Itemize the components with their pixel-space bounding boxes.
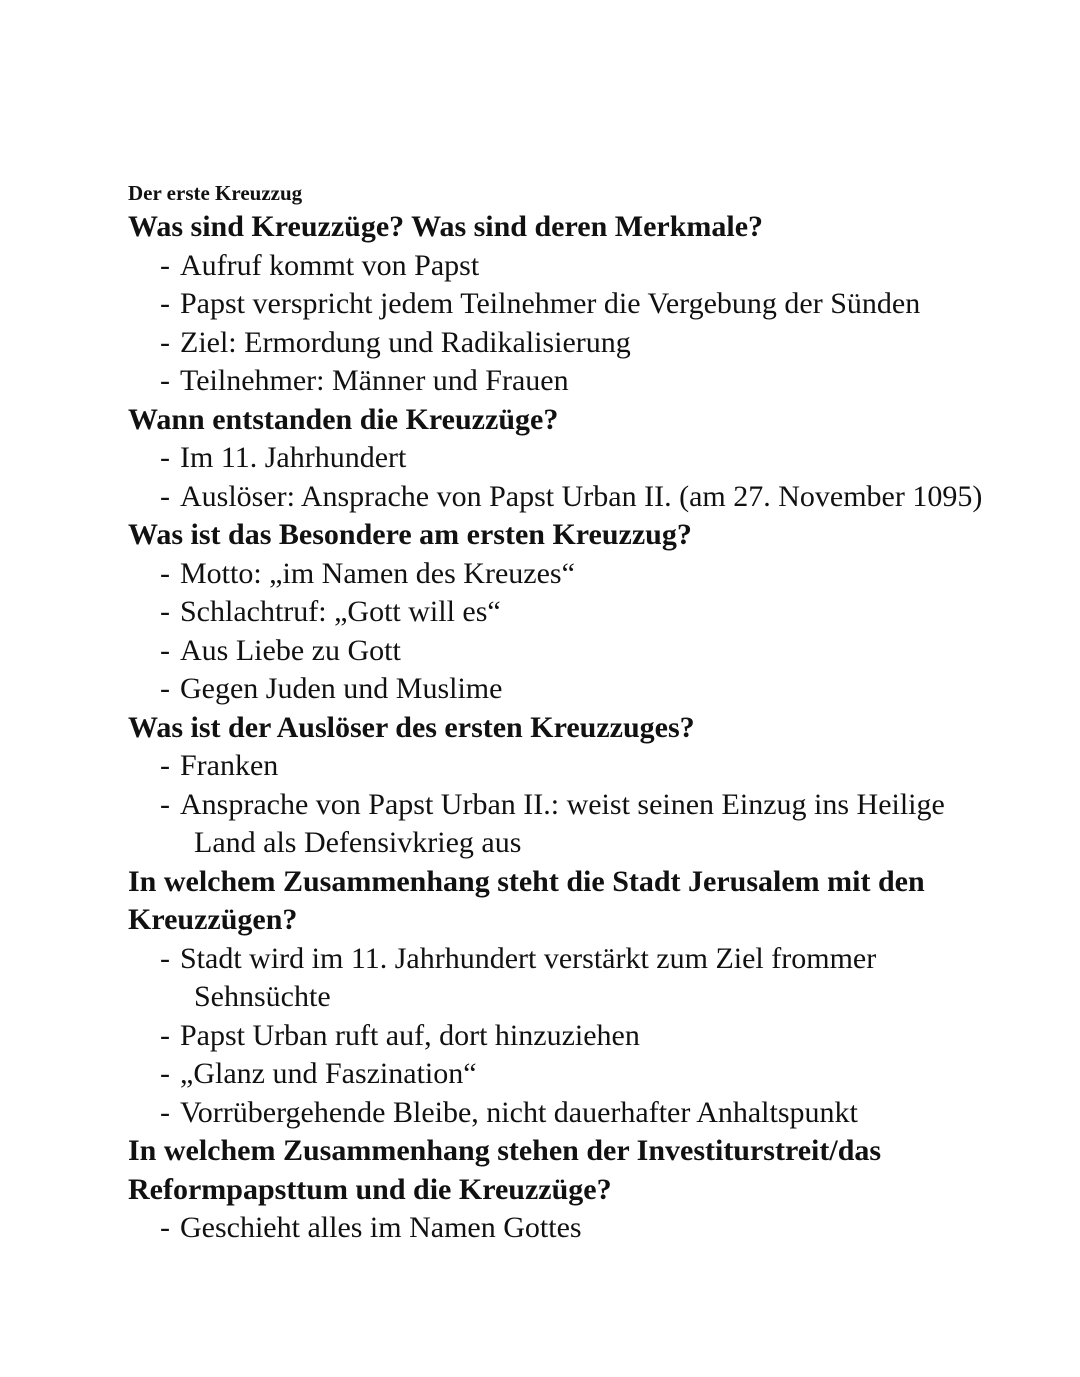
section-merkmale: [128, 208, 988, 401]
answer-item: - Ziel: Ermordung und Radikalisierung: [160, 325, 631, 359]
answer-item: - Ansprache von Papst Urban II.: weist seinen Einzug ins Heilige Land als Defensivkrieg aus: [160, 787, 945, 859]
document-title: Der erste Kreuzzug: [128, 181, 303, 205]
answer-item: - Aufruf kommt von Papst: [160, 248, 480, 282]
answer-item: - „Glanz und Faszination“: [160, 1057, 477, 1090]
question-heading: In welchem Zusammenhang steht die Stadt Jerusalem mit den Kreuzzügen?: [128, 864, 925, 936]
question-heading: Was ist der Auslöser des ersten Kreuzzuges?: [128, 710, 695, 744]
answer-item: - Im 11. Jahrhundert: [160, 441, 407, 474]
answer-item: - Schlachtruf: „Gott will es“: [160, 595, 501, 628]
question-heading: Was ist das Besondere am ersten Kreuzzug?: [128, 518, 692, 551]
answer-item: - Auslöser: Ansprache von Papst Urban II. (am 27. November 1095): [160, 479, 983, 513]
answer-item: - Vorrübergehende Bleibe, nicht dauerhafter Anhaltspunkt: [160, 1095, 858, 1129]
answer-list: [128, 555, 988, 709]
answer-item: - Aus Liebe zu Gott: [160, 633, 401, 667]
answer-item: - Geschieht alles im Namen Gottes: [160, 1211, 582, 1244]
question-heading: In welchem Zusammenhang stehen der Investiturstreit/das Reformpapsttum und die Kreuzzüge?: [128, 1134, 882, 1206]
answer-item: - Gegen Juden und Muslime: [160, 672, 503, 705]
question-heading: Was sind Kreuzzüge? Was sind deren Merkmale?: [128, 210, 764, 243]
section-jerusalem: [128, 863, 988, 1133]
answer-list: [128, 439, 988, 516]
answer-item: - Stadt wird im 11. Jahrhundert verstärkt zum Ziel frommer Sehnsüchte: [160, 941, 877, 1013]
section-ausloeser: [128, 709, 988, 863]
section-entstehung: [128, 401, 988, 517]
answer-list: [128, 1209, 988, 1248]
answer-item: - Papst Urban ruft auf, dort hinzuziehen: [160, 1018, 640, 1052]
answer-item: - Motto: „im Namen des Kreuzes“: [160, 556, 575, 590]
section-investiturstreit: [128, 1132, 988, 1248]
answer-list: [128, 747, 988, 863]
answer-list: [128, 247, 988, 401]
answer-item: - Franken: [160, 749, 279, 782]
answer-item: - Teilnehmer: Männer und Frauen: [160, 364, 569, 397]
answer-list: [128, 940, 988, 1133]
answer-item: - Papst verspricht jedem Teilnehmer die Vergebung der Sünden: [160, 287, 921, 320]
question-heading: Wann entstanden die Kreuzzüge?: [128, 402, 559, 436]
section-besonderes: [128, 516, 988, 709]
document-page: [128, 178, 988, 1248]
